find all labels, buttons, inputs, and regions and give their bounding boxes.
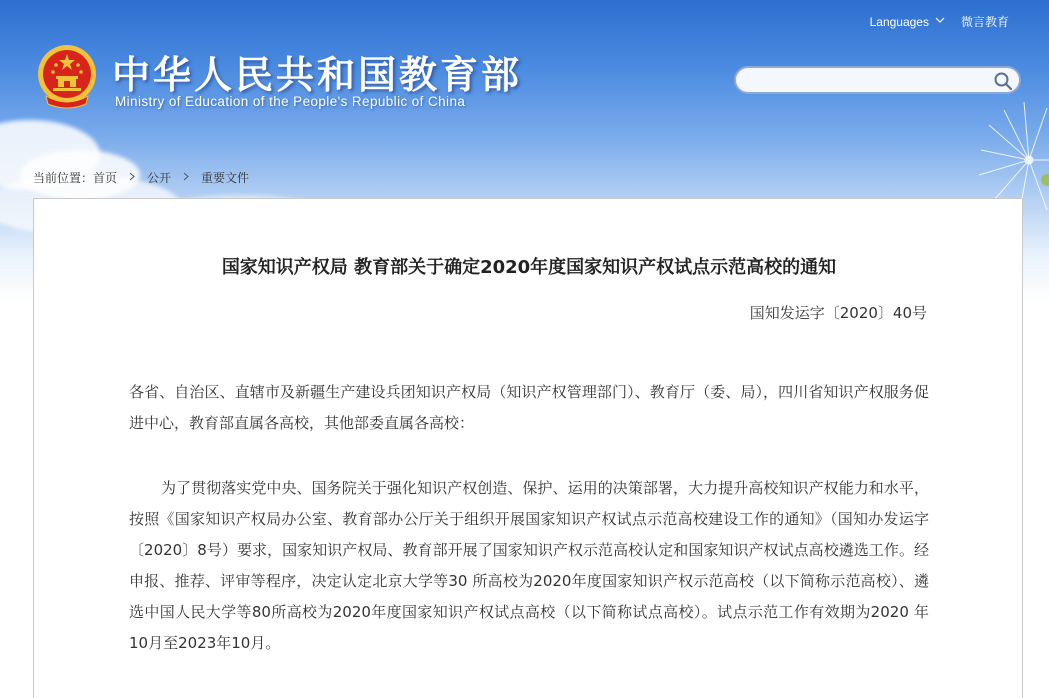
breadcrumb-public[interactable]: 公开 xyxy=(147,171,172,185)
languages-label[interactable]: Languages xyxy=(869,14,929,29)
site-title-en[interactable]: Ministry of Education of the People's Republic of China xyxy=(115,94,466,109)
article-container xyxy=(33,198,1023,698)
breadcrumb-home[interactable]: 首页 xyxy=(93,171,118,185)
search-input[interactable] xyxy=(748,72,992,92)
document-number: 国知发运字〔2020〕40号 xyxy=(749,304,927,322)
article-title: 国家知识产权局 教育部关于确定2020年度国家知识产权试点示范高校的通知 xyxy=(221,257,837,278)
national-emblem-icon xyxy=(36,44,98,110)
chevron-down-icon[interactable] xyxy=(935,16,945,27)
languages-menu[interactable] xyxy=(870,15,945,29)
breadcrumb xyxy=(33,169,249,186)
search-box[interactable] xyxy=(734,66,1021,94)
breadcrumb-important-docs[interactable]: 重要文件 xyxy=(201,171,250,185)
article-paragraph: 为了贯彻落实党中央、国务院关于强化知识产权创造、保护、运用的决策部署，大力提升高校知识产权能力和水平，按照《国家知识产权局办公室、教育部办公厅关于组织开展国家知识产权试点示范高校建设工作的通知》（国知办发运字〔2020〕8号）要求，国家知识产权局、教育部开展了国家知识产权示范高校认定和国家知识产权试点高校遴选工作。经申报、推荐、评审等程序，决定认定北京大学等30 所高校为2020年度国家知识产权示范高校（以下简称示范高校）、遴选中国人民大学等80所高校为2020年度国家知识产权试点高校（以下简称试点高校）。试点示范工作有效期为2020 年10月至2023年10月。 xyxy=(129,479,929,652)
top-nav xyxy=(870,13,1009,30)
breadcrumb-prefix: 当前位置： xyxy=(33,171,94,185)
site-title-cn[interactable]: 中华人民共和国教育部 xyxy=(112,53,523,97)
chevron-right-icon xyxy=(129,171,135,184)
article-paragraph: 各省、自治区、直辖市及新疆生产建设兵团知识产权局（知识产权管理部门）、教育厅（委、局），四川省知识产权服务促进中心，教育部直属各高校，其他部委直属各高校： xyxy=(129,383,929,432)
search-icon[interactable] xyxy=(993,71,1013,91)
chevron-right-icon xyxy=(183,171,189,184)
weiyan-jiaoyu-link[interactable]: 微言教育 xyxy=(960,15,1009,29)
